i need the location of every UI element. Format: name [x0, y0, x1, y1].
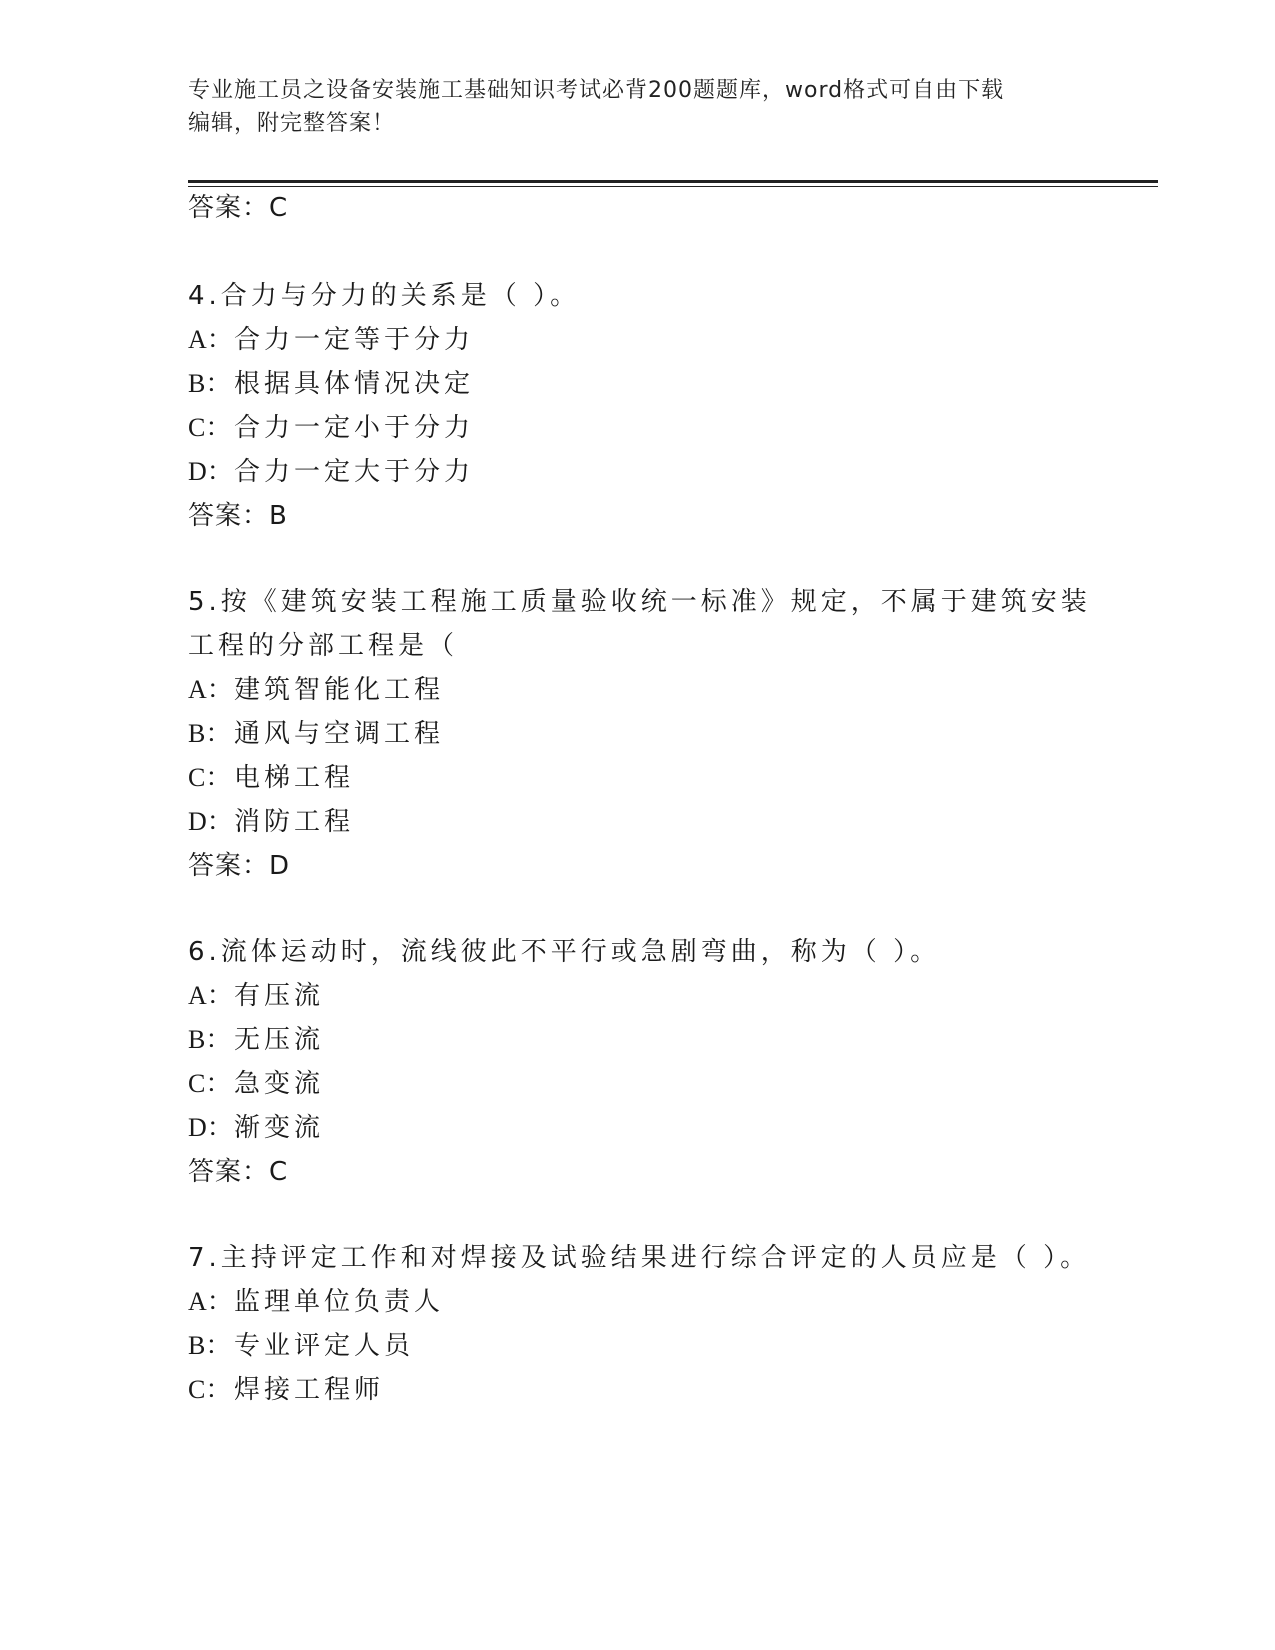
question-6-answer: 答案：C — [188, 1157, 289, 1187]
option-letter: C： — [188, 763, 232, 792]
option-text: 电梯工程 — [234, 763, 355, 793]
header-title-line-1: 专业施工员之设备安装施工基础知识考试必背200题题库，word格式可自由下载 — [188, 78, 1005, 103]
option-letter: D： — [188, 1113, 233, 1142]
question-4-answer: 答案：B — [188, 501, 288, 531]
option-text: 建筑智能化工程 — [234, 675, 445, 705]
question-6-option-d — [188, 1112, 324, 1144]
question-4-option-b — [188, 368, 474, 400]
option-letter: A： — [188, 675, 233, 704]
option-text: 根据具体情况决定 — [234, 369, 475, 399]
question-4-stem: 4.合力与分力的关系是（ ）。 — [188, 281, 581, 311]
question-5-stem-line-2: 工程的分部工程是（ — [188, 631, 459, 661]
option-text: 焊接工程师 — [234, 1375, 385, 1405]
header-title-line-2: 编辑，附完整答案！ — [188, 111, 396, 136]
option-text: 监理单位负责人 — [234, 1287, 445, 1317]
header-rule-thick — [188, 180, 1158, 183]
option-letter: B： — [188, 719, 232, 748]
question-5-option-b — [188, 718, 444, 750]
option-letter: A： — [188, 325, 233, 354]
question-7-option-c — [188, 1374, 384, 1406]
question-5-option-d — [188, 806, 354, 838]
option-letter: A： — [188, 1287, 233, 1316]
option-text: 渐变流 — [234, 1113, 325, 1143]
question-7-option-a — [188, 1286, 444, 1318]
question-6-option-c — [188, 1068, 324, 1100]
option-letter: B： — [188, 1331, 232, 1360]
option-text: 合力一定小于分力 — [234, 413, 475, 443]
option-letter: A： — [188, 981, 233, 1010]
option-text: 合力一定大于分力 — [234, 457, 475, 487]
option-text: 通风与空调工程 — [234, 719, 445, 749]
question-4-option-c — [188, 412, 474, 444]
option-text: 专业评定人员 — [234, 1331, 415, 1361]
option-text: 有压流 — [234, 981, 325, 1011]
question-7-stem: 7.主持评定工作和对焊接及试验结果进行综合评定的人员应是（ ）。 — [188, 1243, 1091, 1273]
document-header — [188, 74, 1088, 140]
question-6-option-a — [188, 980, 324, 1012]
question-4-option-a — [188, 324, 474, 356]
option-letter: B： — [188, 1025, 232, 1054]
header-rule-thin — [188, 186, 1158, 187]
option-text: 消防工程 — [234, 807, 355, 837]
option-letter: D： — [188, 807, 233, 836]
option-letter: C： — [188, 1375, 232, 1404]
option-letter: C： — [188, 413, 232, 442]
question-5-option-a — [188, 674, 444, 706]
question-5-answer: 答案：D — [188, 851, 291, 881]
answer-prev: 答案：C — [188, 193, 289, 223]
question-7-option-b — [188, 1330, 414, 1362]
option-text: 合力一定等于分力 — [234, 325, 475, 355]
option-letter: B： — [188, 369, 232, 398]
option-letter: D： — [188, 457, 233, 486]
question-4-option-d — [188, 456, 474, 488]
option-letter: C： — [188, 1069, 232, 1098]
question-6-option-b — [188, 1024, 324, 1056]
question-5-stem-line-1: 5.按《建筑安装工程施工质量验收统一标准》规定，不属于建筑安装 — [188, 587, 1091, 617]
option-text: 急变流 — [234, 1069, 325, 1099]
question-6-stem: 6.流体运动时，流线彼此不平行或急剧弯曲，称为（ ）。 — [188, 937, 941, 967]
option-text: 无压流 — [234, 1025, 325, 1055]
question-5-option-c — [188, 762, 354, 794]
